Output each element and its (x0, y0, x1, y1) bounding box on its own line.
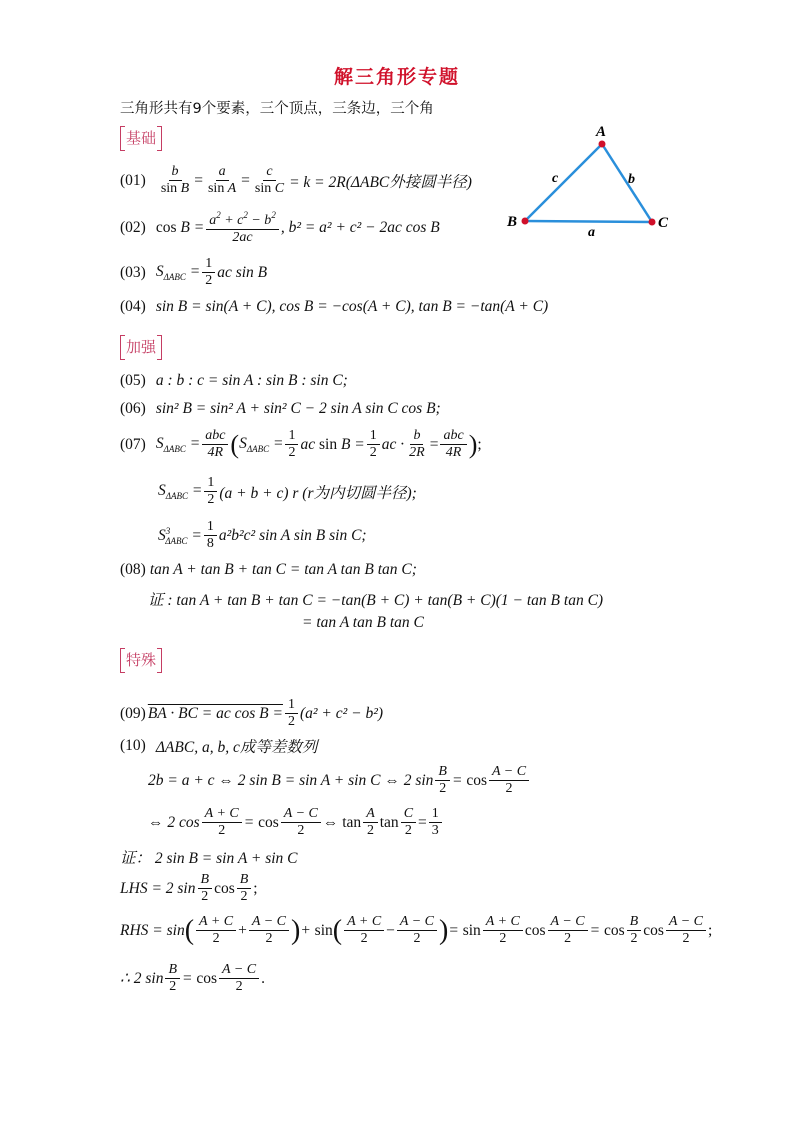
fraction: $\frac{1}{2}$ (202, 256, 215, 289)
formula-number: (02) (120, 219, 146, 237)
formula-text: a²b²c² sin A sin B sin C; (218, 526, 367, 544)
side-b-label: b (628, 172, 635, 187)
formula-10-line-1: 2b = a + c ⇔ 2 sin B = sin A + sin C ⇔ 2 sin $\frac{B}{2}$ = cos $\frac{A - C}{2}$ (148, 764, 531, 797)
formula-text: ΔABC, a, b, c成等差数列 (155, 739, 318, 756)
fraction: $\frac{a}{\text{sin A}}$ (207, 164, 237, 197)
section-tag-enhanced: 加强 (120, 335, 162, 358)
formula-07a: (07) $S_{\Delta ABC}$ = $\frac{\text{abc}}{4R}$ ( $S_{\Delta ABC}$ = $\frac{1}{2}$ ac sin B = $\frac{1}{2}$ ac · $\frac{b}{2R}$ = $\frac{\text{abc}}{4R}$ ) ; (120, 428, 482, 461)
formula-08-proof-1 (148, 588, 603, 610)
side-c-line (525, 144, 602, 221)
formula-number: (07) (120, 435, 146, 453)
formula-text: ∴ 2 sin (120, 970, 164, 988)
vertex-b-dot (522, 218, 529, 225)
page-title: 解三角形专题 (333, 66, 460, 88)
formula-10 (120, 735, 317, 757)
formula-text: (a + b + c) r (r为内切圆半径); (219, 484, 417, 502)
formula-text: a : b : c = sin A : sin B : sin C; (155, 372, 348, 389)
formula-08-proof-2 (302, 614, 424, 632)
formula-text: (a² + c² − b²) (299, 704, 384, 722)
formula-text: sin B = sin(A + C), cos B = −cos(A + C), tan B = −tan(A + C) (155, 298, 549, 315)
proof-rhs: RHS = sin ( $\frac{A + C}{2}$ + $\frac{A - C}{2}$ ) + sin ( $\frac{A + C}{2}$ − $\frac{A - C}{2}$ ) = sin $\frac{A + C}{2}$ cos $\frac{A - C}{2}$ = cos $\frac{B}{2}$ cos $\frac{A - C}{2}$ ; (120, 914, 713, 947)
formula-07c: $S^3_{\Delta ABC}$ = $\frac{1}{8}$ a²b²c² sin A sin B sin C; (158, 519, 367, 552)
formula-07b: $S_{\Delta ABC}$ = $\frac{1}{2}$ (a + b + c) r (r为内切圆半径); (158, 475, 417, 508)
fraction: $\frac{b}{\text{sin B}}$ (160, 164, 190, 197)
formula-number: (03) (120, 263, 146, 281)
side-a-line (525, 221, 652, 222)
formula-text: tan A + tan B + tan C = tan A tan B tan C; (149, 561, 417, 578)
formula-text: BA · BC = ac cos B = (147, 704, 283, 722)
formula-text: 证： 2 sin B = sin A + sin C (120, 850, 298, 867)
formula-01: (01) $\frac{b}{\text{sin B}}$ = $\frac{a}{\text{sin A}}$ = $\frac{c}{\text{sin C}}$ = k = 2R(ΔABC外接圆半径) (120, 164, 472, 197)
vertex-a-dot (599, 141, 606, 148)
vertex-c-label: C (658, 215, 669, 231)
formula-text: LHS = 2 sin (120, 879, 196, 897)
side-a-label: a (588, 225, 595, 240)
formula-text: 证 : tan A + tan B + tan C = −tan(B + C) + tan(B + C)(1 − tan B tan C) (148, 592, 604, 609)
formula-text: ; (477, 435, 482, 453)
formula-02: (02) cos B = $\frac{a^2 + c^2 - b^2}{2ac}$ , b² = a² + c² − 2ac cos B (120, 210, 440, 246)
formula-03: (03) $S_{\Delta ABC}$ = $\frac{1}{2}$ ac sin B (120, 256, 268, 289)
formula-number: (05) (120, 372, 146, 389)
formula-text: 2b = a + c ⇔ 2 sin B = sin A + sin C ⇔ 2 sin (148, 771, 434, 789)
formula-text: RHS = sin (120, 921, 185, 939)
formula-text: ac sin B (217, 263, 268, 281)
triangle-diagram (500, 120, 680, 240)
section-tag-basic: 基础 (120, 126, 162, 149)
fraction: $\frac{c}{\text{sin C}}$ (254, 164, 285, 197)
formula-text: , b² = a² + c² − 2ac cos B (280, 219, 440, 237)
side-c-label: c (552, 171, 559, 186)
proof-head (120, 846, 298, 868)
formula-text: = k = 2R(ΔABC外接圆半径) (289, 173, 472, 191)
formula-10-line-2: ⇔ 2 cos $\frac{A + C}{2}$ = cos $\frac{A - C}{2}$ ⇔ tan $\frac{A}{2}$ tan $\frac{C}{2}$ = $\frac{1}{3}$ (148, 806, 444, 839)
formula-number: (09) (120, 704, 146, 722)
fraction: $\frac{a^2 + c^2 - b^2}{2ac}$ (206, 210, 279, 246)
side-b-line (602, 144, 652, 222)
formula-number: (01) (120, 171, 146, 189)
vertex-a-label: A (596, 124, 607, 140)
formula-number: (08) (120, 561, 146, 578)
formula-text: = tan A tan B tan C (302, 614, 424, 631)
formula-text: ⇔ 2 cos (148, 813, 200, 831)
formula-number: (04) (120, 298, 146, 315)
formula-09: (09) BA · BC = ac cos B = $\frac{1}{2}$ (a² + c² − b²) (120, 697, 384, 730)
proof-lhs: LHS = 2 sin $\frac{B}{2}$ cos $\frac{B}{2}$ ; (120, 872, 258, 905)
formula-06 (120, 400, 441, 418)
formula-number: (10) (120, 737, 146, 754)
formula-04 (120, 298, 548, 316)
formula-number: (06) (120, 400, 146, 417)
formula-text: sin² B = sin² A + sin² C − 2 sin A sin C cos B; (155, 400, 441, 417)
fraction: $\frac{\text{abc}}{4R}$ (202, 428, 228, 461)
proof-conclusion: ∴ 2 sin $\frac{B}{2}$ = cos $\frac{A - C}{2}$ . (120, 962, 265, 995)
vertex-c-dot (649, 219, 656, 226)
section-tag-special: 特殊 (120, 648, 162, 671)
formula-05 (120, 372, 348, 390)
intro-text: 三角形共有9个要素，三个顶点，三条边，三个角 (120, 101, 434, 117)
vertex-b-label: B (507, 214, 518, 230)
formula-08 (120, 561, 417, 579)
